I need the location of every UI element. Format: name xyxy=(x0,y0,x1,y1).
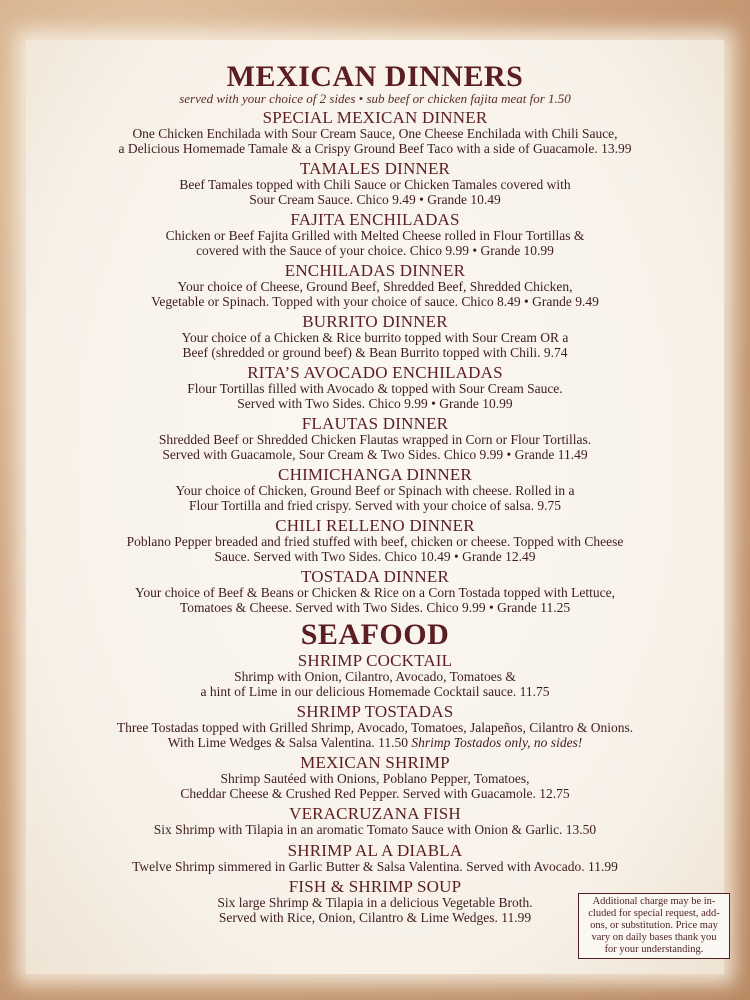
item-description xyxy=(0,772,750,801)
item-description xyxy=(0,823,750,838)
item-description xyxy=(0,178,750,207)
menu-item xyxy=(0,702,750,750)
menu-item xyxy=(0,753,750,801)
menu-item xyxy=(0,804,750,838)
notice-line: ons, or substitution. Price may xyxy=(590,920,718,931)
item-desc-line: Served with Guacamole, Sour Cream & Two Sides. Chico 9.99 • Grande 11.49 xyxy=(162,446,588,462)
item-title: FAJITA ENCHILADAS xyxy=(290,210,460,229)
item-title: CHILI RELLENO DINNER xyxy=(275,516,475,535)
item-title: TOSTADA DINNER xyxy=(301,567,449,586)
price-notice-box xyxy=(578,893,730,959)
item-description xyxy=(0,433,750,462)
item-desc-line: Beef (shredded or ground beef) & Bean Burrito topped with Chili. 9.74 xyxy=(182,344,568,360)
dinners-subtitle: served with your choice of 2 sides • sub beef or chicken fajita meat for 1.50 xyxy=(179,91,571,106)
item-title: VERACRUZANA FISH xyxy=(289,804,461,823)
item-desc-line: Vegetable or Spinach. Topped with your choice of sauce. Chico 8.49 • Grande 9.49 xyxy=(151,293,599,309)
item-description xyxy=(0,721,750,750)
notice-line: vary on daily bases thank you xyxy=(591,932,717,943)
menu-item xyxy=(0,516,750,564)
item-desc-line: Beef Tamales topped with Chili Sauce or Chicken Tamales covered with xyxy=(179,177,571,192)
item-desc-line: Sour Cream Sauce. Chico 9.49 • Grande 10.49 xyxy=(249,191,501,207)
menu-item xyxy=(0,159,750,207)
menu-item xyxy=(0,108,750,156)
menu-item xyxy=(0,651,750,699)
mexican-dinners-heading: MEXICAN DINNERS xyxy=(226,60,524,93)
menu-item xyxy=(0,465,750,513)
item-desc-line: Your choice of Beef & Beans or Chicken & Rice on a Corn Tostada topped with Lettuce, xyxy=(135,585,615,600)
menu-item xyxy=(0,210,750,258)
item-desc-line: a hint of Lime in our delicious Homemade Cocktail sauce. 11.75 xyxy=(200,683,550,699)
item-desc-line: Your choice of Cheese, Ground Beef, Shredded Beef, Shredded Chicken, xyxy=(177,279,573,294)
item-desc-line: Flour Tortilla and fried crispy. Served with your choice of salsa. 9.75 xyxy=(188,497,562,513)
menu-item xyxy=(0,261,750,309)
item-title: TAMALES DINNER xyxy=(299,159,451,178)
item-title: FISH & SHRIMP SOUP xyxy=(288,877,462,896)
item-desc-line: One Chicken Enchilada with Sour Cream Sauce, One Cheese Enchilada with Chili Sauce, xyxy=(132,126,618,141)
menu-item xyxy=(0,414,750,462)
notice-line: Additional charge may be in- xyxy=(592,896,716,907)
item-title: SPECIAL MEXICAN DINNER xyxy=(262,108,488,127)
item-description xyxy=(0,670,750,699)
menu-item xyxy=(0,312,750,360)
item-desc-line: Poblano Pepper breaded and fried stuffed with beef, chicken or cheese. Topped with Cheese xyxy=(126,534,624,549)
item-note: Shrimp Tostados only, no sides! xyxy=(411,734,583,750)
item-desc-line: Shredded Beef or Shredded Chicken Flautas wrapped in Corn or Flour Tortillas. xyxy=(158,432,592,447)
item-desc-line: Served with Two Sides. Chico 9.99 • Grande 10.99 xyxy=(237,395,513,411)
item-desc-line: Your choice of a Chicken & Rice burrito topped with Sour Cream OR a xyxy=(181,330,569,345)
item-desc-line: Six Shrimp with Tilapia in an aromatic Tomato Sauce with Onion & Garlic. 13.50 xyxy=(153,822,597,837)
item-description xyxy=(0,382,750,411)
item-description xyxy=(0,331,750,360)
item-desc-line: Six large Shrimp & Tilapia in a delicious Vegetable Broth. xyxy=(217,895,533,910)
item-desc-line: Chicken or Beef Fajita Grilled with Melted Cheese rolled in Flour Tortillas & xyxy=(165,228,585,243)
seafood-heading: SEAFOOD xyxy=(300,618,450,651)
menu-item xyxy=(0,363,750,411)
item-desc-line: Shrimp Sautéed with Onions, Poblano Pepper, Tomatoes, xyxy=(220,771,530,786)
item-desc-line: Cheddar Cheese & Crushed Red Pepper. Served with Guacamole. 12.75 xyxy=(180,785,570,801)
item-title: BURRITO DINNER xyxy=(302,312,448,331)
item-title: FLAUTAS DINNER xyxy=(301,414,449,433)
item-desc-line: Flour Tortillas filled with Avocado & topped with Sour Cream Sauce. xyxy=(187,381,563,396)
item-description xyxy=(0,860,750,875)
item-desc-line: Shrimp with Onion, Cilantro, Avocado, Tomatoes & xyxy=(234,669,516,684)
item-desc-line: Served with Rice, Onion, Cilantro & Lime Wedges. 11.99 xyxy=(218,909,532,925)
item-title: SHRIMP COCKTAIL xyxy=(297,651,453,670)
item-desc-line: a Delicious Homemade Tamale & a Crispy Ground Beef Taco with a side of Guacamole. 13.99 xyxy=(118,140,632,156)
item-title: CHIMICHANGA DINNER xyxy=(278,465,472,484)
item-description xyxy=(0,127,750,156)
item-desc-line: Your choice of Chicken, Ground Beef or Spinach with cheese. Rolled in a xyxy=(175,483,575,498)
item-desc-line: covered with the Sauce of your choice. Chico 9.99 • Grande 10.99 xyxy=(196,242,554,258)
item-description xyxy=(0,280,750,309)
item-title: MEXICAN SHRIMP xyxy=(300,753,450,772)
item-description xyxy=(0,535,750,564)
menu-item xyxy=(0,567,750,615)
menu-content xyxy=(0,62,750,928)
item-description xyxy=(0,586,750,615)
item-desc-line: Tomatoes & Cheese. Served with Two Sides. Chico 9.99 • Grande 11.25 xyxy=(179,599,571,615)
item-title: ENCHILADAS DINNER xyxy=(284,261,466,280)
item-desc-line: Sauce. Served with Two Sides. Chico 10.49 • Grande 12.49 xyxy=(214,548,536,564)
menu-item xyxy=(0,841,750,875)
notice-line: cluded for special request, add- xyxy=(588,908,720,919)
item-desc-line: Three Tostadas topped with Grilled Shrimp, Avocado, Tomatoes, Jalapeños, Cilantro & Onions. xyxy=(116,720,634,735)
notice-line: for your understanding. xyxy=(604,944,704,955)
item-desc-line: Twelve Shrimp simmered in Garlic Butter & Salsa Valentina. Served with Avocado. 11.99 xyxy=(132,858,618,874)
item-description xyxy=(0,229,750,258)
item-description xyxy=(0,484,750,513)
item-title: SHRIMP TOSTADAS xyxy=(296,702,454,721)
item-title: RITA’S AVOCADO ENCHILADAS xyxy=(247,363,503,382)
item-desc-line: With Lime Wedges & Salsa Valentina. 11.50 xyxy=(167,734,409,750)
item-title: SHRIMP AL A DIABLA xyxy=(287,840,463,860)
